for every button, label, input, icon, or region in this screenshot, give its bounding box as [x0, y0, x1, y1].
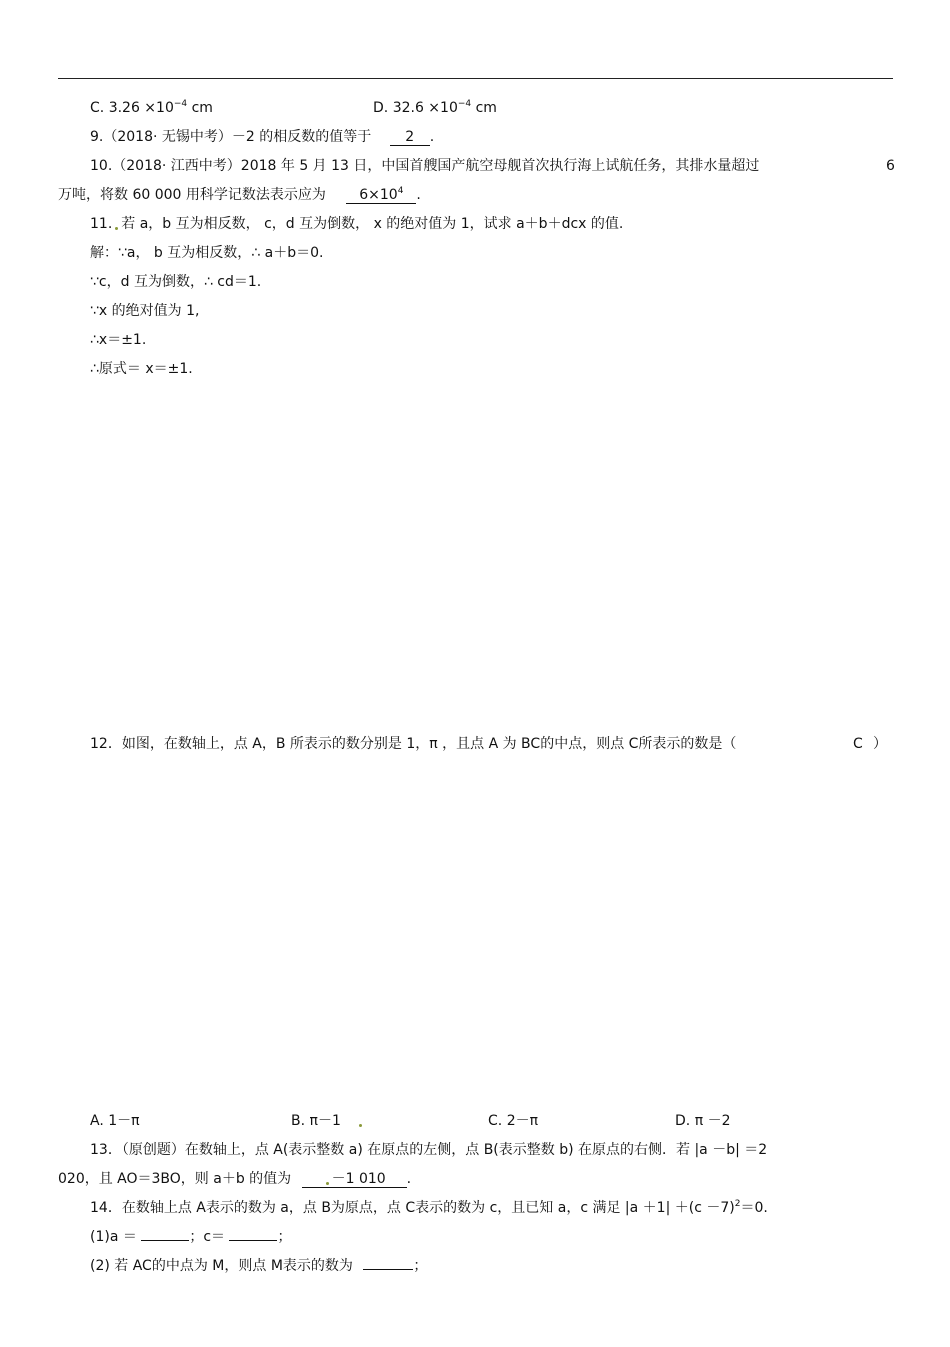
mark-dot: [115, 227, 118, 230]
q13-answer: －1 010: [302, 1171, 407, 1188]
q14-part1: (1)a ＝ ；c＝ ；: [90, 1229, 292, 1245]
q8-option-d: D. $32.6 \times 10^{-4}$ cm: [373, 99, 497, 116]
q10-line1: 10.（2018· 江西中考）2018 年 5 月 13 日，中国首艘国产航空母舰首次执行海上试航任务，其排水量超过: [90, 158, 760, 174]
q8-option-c: C. $3.26 \times 10^{-4}$ cm: [90, 99, 213, 116]
q14-m-blank[interactable]: [363, 1269, 413, 1270]
q12-option-d: D. π －2: [675, 1113, 731, 1129]
q14-line1: 14．在数轴上点 A表示的数为 a，点 B为原点，点 C表示的数为 c，且已知 a，c 满足 $|a +1| +(c -7)^2=0$.: [90, 1199, 768, 1216]
q10-line1-end: 6: [886, 158, 895, 174]
q10-line2: 万吨，将数 60 000 用科学记数法表示应为 $6\times 10^4$ .: [58, 186, 421, 203]
q12-close-paren: ）: [873, 736, 887, 752]
mark-dot: [326, 1182, 329, 1185]
header-rule: [58, 78, 893, 79]
q14-c-blank[interactable]: [229, 1240, 277, 1241]
mark-dot: [359, 1124, 362, 1127]
q11-question: 11. 若 a，b 互为相反数， c，d 互为倒数， x 的绝对值为 1，试求 a＋b＋dcx 的值.: [90, 216, 624, 232]
q9: 9.（2018· 无锡中考）－2 的相反数的值等于 2 .: [90, 129, 435, 145]
q12-option-c: C. 2－π: [488, 1113, 539, 1129]
q11-solution-line: 解：∵a， b 互为相反数，∴ a＋b＝0.: [90, 245, 324, 261]
q14-part2: (2) 若 AC的中点为 M，则点 M表示的数为 ；: [90, 1258, 428, 1274]
q11-solution-line: ∴x＝±1.: [90, 332, 147, 348]
q11-solution-line: ∵c，d 互为倒数，∴ cd＝1.: [90, 274, 262, 290]
q9-answer: 2: [390, 129, 430, 146]
q13-line2: 020，且 AO＝3BO，则 a＋b 的值为 －1 010 .: [58, 1171, 412, 1187]
q13-line1: 13．（原创题）在数轴上，点 A(表示整数 a) 在原点的左侧，点 B(表示整数 b) 在原点的右侧．若 |a －b| ＝2: [90, 1142, 768, 1158]
q11-solution-line: ∵x 的绝对值为 1,: [90, 303, 200, 319]
q12-option-a: A. 1－π: [90, 1113, 140, 1129]
q12-question: 12．如图，在数轴上，点 A，B 所表示的数分别是 1，π ，且点 A 为 BC的中点，则点 C所表示的数是（: [90, 736, 737, 752]
q12-option-b: B. π－1: [291, 1112, 365, 1130]
q12-answer: C: [853, 736, 863, 752]
q11-solution-line: ∴原式＝ x＝±1.: [90, 361, 193, 377]
q10-answer: $6\times 10^4$: [346, 187, 416, 204]
q14-a-blank[interactable]: [141, 1240, 189, 1241]
